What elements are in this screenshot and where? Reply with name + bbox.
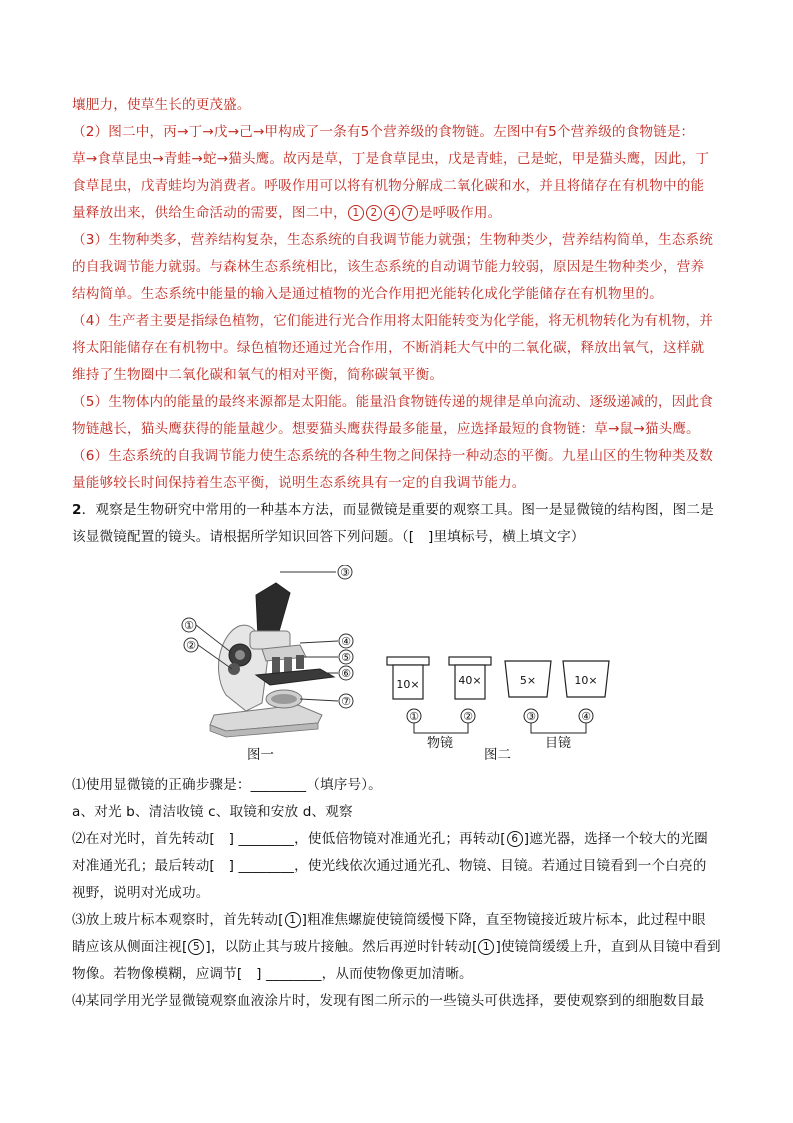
label-6: ⑥ bbox=[341, 667, 351, 680]
figure-2-caption: 图二 bbox=[484, 747, 511, 763]
text-span: （3）生物种类多，营养结构复杂，生态系统的自我调节能力就强；生物种类少，营养结构简单，生态系统 bbox=[72, 232, 714, 248]
text-span: ]，以防止其与玻片接触。然后再逆时针转动[ bbox=[205, 939, 478, 955]
text-span: 量释放出来，供给生命活动的需要，图二中， bbox=[72, 205, 347, 221]
label-7: ⑦ bbox=[341, 695, 351, 708]
text-line bbox=[72, 173, 724, 200]
document-page bbox=[72, 92, 724, 551]
text-line bbox=[72, 497, 724, 524]
text-span: ⑷某同学用光学显微镜观察血液涂片时，发现有图二所示的一些镜头可供选择，要使观察到的细胞数目最 bbox=[72, 993, 705, 1009]
text-span: 草→食草昆虫→青蛙→蛇→猫头鹰。故丙是草，丁是食草昆虫，戊是青蛙，己是蛇，甲是猫头鹰，因此，丁 bbox=[72, 151, 710, 167]
text-span: （5）生物体内的能量的最终来源都是太阳能。能量沿食物链传递的规律是单向流动、逐级递减的，因此食 bbox=[72, 394, 714, 410]
text-span: 壤肥力，使草生长的更茂盛。 bbox=[72, 97, 251, 113]
circled-number: 5 bbox=[188, 939, 204, 955]
text-span: 将太阳能储存在有机物中。绿色植物还通过光合作用，不断消耗大气中的二氧化碳，释放出氧气，这样就 bbox=[72, 340, 705, 356]
text-line bbox=[72, 443, 724, 470]
text-span: ]遮光器，选择一个较大的光圈 bbox=[523, 831, 708, 847]
text-line bbox=[72, 772, 724, 799]
figure-area bbox=[0, 565, 793, 775]
text-span: 对准通光孔；最后转动[ ] ________，使光线依次通过通光孔、物镜、目镜。若通过目镜看到一个白亮的 bbox=[72, 858, 707, 874]
text-line bbox=[72, 254, 724, 281]
text-span: 维持了生物圈中二氧化碳和氧气的相对平衡，简称碳氧平衡。 bbox=[72, 367, 444, 383]
objective-label: 物镜 bbox=[426, 736, 454, 751]
lens-mark-2: 40× bbox=[458, 674, 482, 687]
text-line bbox=[72, 934, 724, 961]
microscope-figure bbox=[0, 565, 793, 775]
text-line bbox=[72, 308, 724, 335]
text-span: ]使镜筒缓缓上升，直到从目镜中看到 bbox=[495, 939, 721, 955]
figure-1-caption: 图一 bbox=[247, 747, 274, 763]
text-line bbox=[72, 416, 724, 443]
label-2: ② bbox=[186, 639, 196, 652]
text-span: ⑶放上玻片标本观察时，首先转动[ bbox=[72, 912, 284, 928]
text-line bbox=[72, 389, 724, 416]
text-line bbox=[72, 907, 724, 934]
question-text-block bbox=[72, 772, 724, 1015]
text-span: 该显微镜配置的镜头。请根据所学知识回答下列问题。（[ ]里填标号，横上填文字） bbox=[72, 529, 585, 545]
text-span: ⑵在对光时，首先转动[ ] ________，使低倍物镜对准通光孔；再转动[ bbox=[72, 831, 506, 847]
text-line bbox=[72, 470, 724, 497]
text-line bbox=[72, 227, 724, 254]
text-line bbox=[72, 200, 724, 227]
label-5: ⑤ bbox=[341, 651, 351, 664]
lens-num-2: ② bbox=[463, 710, 473, 723]
text-span: 视野，说明对光成功。 bbox=[72, 885, 210, 901]
lens-num-4: ④ bbox=[581, 710, 591, 723]
text-span: （6）生态系统的自我调节能力使生态系统的各种生物之间保持一种动态的平衡。九星山区的生物种类及数 bbox=[72, 448, 714, 464]
text-span: ．观察是生物研究中常用的一种基本方法，而显微镜是重要的观察工具。图一是显微镜的结构图，图二是 bbox=[81, 502, 714, 518]
text-line bbox=[72, 92, 724, 119]
text-line bbox=[72, 335, 724, 362]
text-span: （4）生产者主要是指绿色植物，它们能进行光合作用将太阳能转变为化学能，将无机物转化为有机物，并 bbox=[72, 313, 714, 329]
text-line bbox=[72, 961, 724, 988]
text-span: ⑴使用显微镜的正确步骤是：________（填序号）。 bbox=[72, 777, 382, 793]
question-lines bbox=[72, 772, 724, 1015]
circled-number: 1 bbox=[348, 205, 364, 221]
text-span: 物链越长，猫头鹰获得的能量越少。想要猫头鹰获得最多能量，应选择最短的食物链：草→鼠→猫头鹰。 bbox=[72, 421, 700, 437]
text-span: 是呼吸作用。 bbox=[418, 205, 502, 221]
text-span: 量能够较长时间保持着生态平衡，说明生态系统具有一定的自我调节能力。 bbox=[72, 475, 526, 491]
circled-number: 4 bbox=[384, 205, 400, 221]
circled-number: 1 bbox=[478, 939, 494, 955]
circled-number: 1 bbox=[285, 912, 301, 928]
label-4: ④ bbox=[341, 635, 351, 648]
text-line bbox=[72, 119, 724, 146]
text-line bbox=[72, 362, 724, 389]
eyepiece-label: 目镜 bbox=[544, 736, 572, 751]
text-span: 食草昆虫，戊青蛙均为消费者。呼吸作用可以将有机物分解成二氧化碳和水，并且将储存在有机物中的能 bbox=[72, 178, 705, 194]
microscope-icon bbox=[210, 583, 334, 737]
label-3: ③ bbox=[340, 566, 350, 579]
text-line bbox=[72, 799, 724, 826]
text-span: （2）图二中，丙→丁→戊→己→甲构成了一条有5个营养级的食物链。左图中有5个营养级的食物链是： bbox=[72, 124, 695, 140]
text-line bbox=[72, 988, 724, 1015]
text-line bbox=[72, 826, 724, 853]
text-span: 睛应该从侧面注视[ bbox=[72, 939, 188, 955]
circled-number: 6 bbox=[507, 831, 523, 847]
lens-num-3: ③ bbox=[526, 710, 536, 723]
text-span: ]粗准焦螺旋使镜筒缓慢下降，直至物镜接近玻片标本，此过程中眼 bbox=[301, 912, 706, 928]
text-line bbox=[72, 524, 724, 551]
text-span: 结构简单。生态系统中能量的输入是通过植物的光合作用把光能转化成化学能储存在有机物里的。 bbox=[72, 286, 663, 302]
text-span: 2 bbox=[72, 502, 82, 518]
label-1: ① bbox=[184, 619, 194, 632]
lens-mark-4: 10× bbox=[574, 674, 598, 687]
text-span: 物像。若物像模糊，应调节[ ] ________，从而使物像更加清晰。 bbox=[72, 966, 473, 982]
lens-mark-1: 10× bbox=[396, 678, 420, 691]
text-line bbox=[72, 853, 724, 880]
text-span: 的自我调节能力就弱。与森林生态系统相比，该生态系统的自动调节能力较弱，原因是生物种类少，营养 bbox=[72, 259, 705, 275]
lens-num-1: ① bbox=[409, 710, 419, 723]
text-line bbox=[72, 281, 724, 308]
lens-mark-3: 5× bbox=[519, 674, 537, 687]
circled-number: 7 bbox=[402, 205, 418, 221]
answer-text-block bbox=[72, 92, 724, 551]
text-line bbox=[72, 880, 724, 907]
circled-number: 2 bbox=[366, 205, 382, 221]
text-line bbox=[72, 146, 724, 173]
text-span: a、对光 b、清洁收镜 c、取镜和安放 d、观察 bbox=[72, 804, 353, 820]
